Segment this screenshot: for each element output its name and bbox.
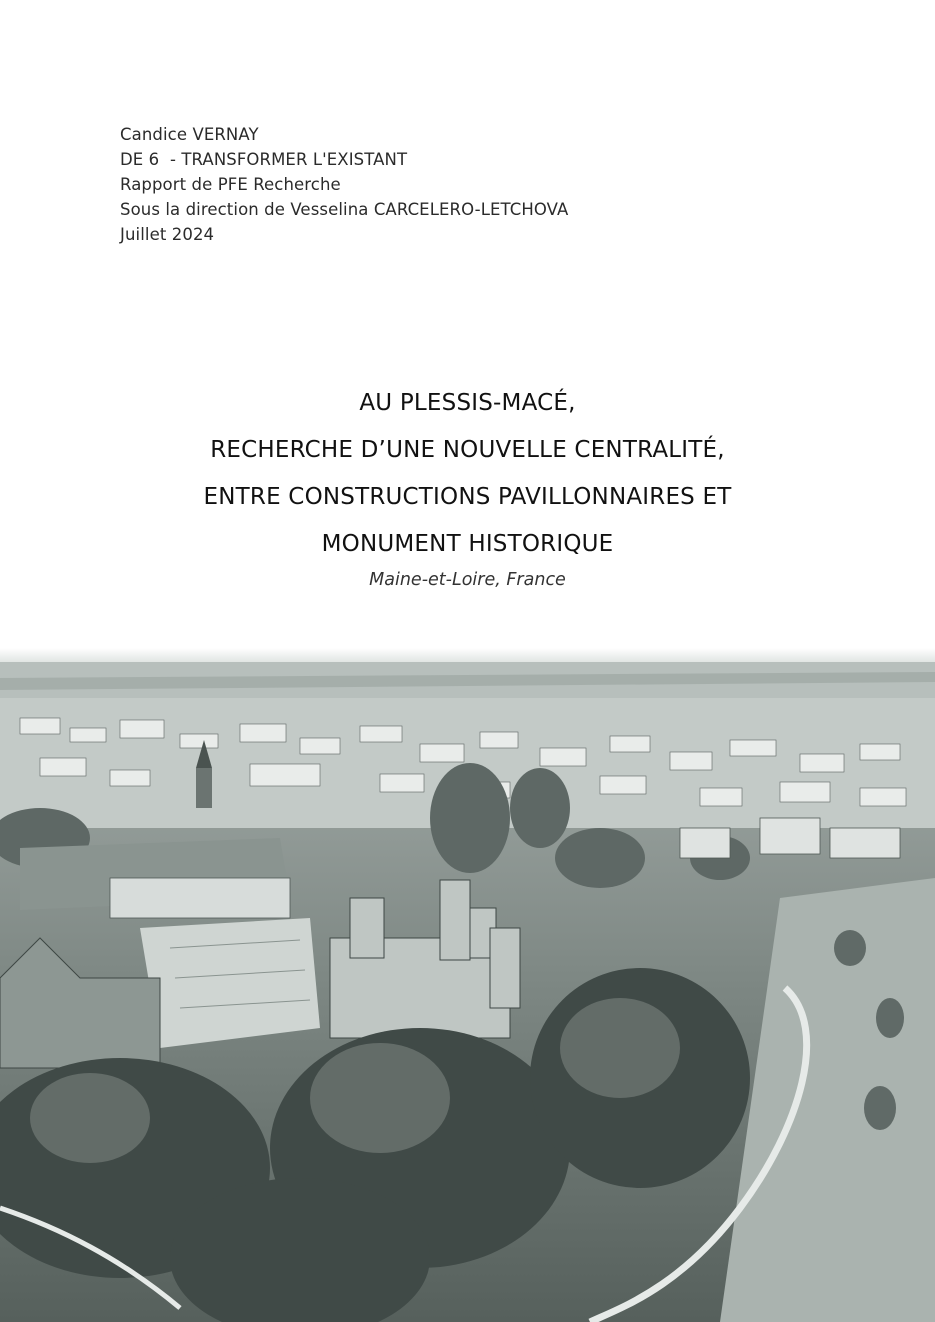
author-first-name: Candice xyxy=(120,125,188,144)
title-line-1: AU PLESSIS-MACÉ, xyxy=(359,390,576,416)
report-type-line: Rapport de PFE Recherche xyxy=(120,175,341,194)
aerial-photo xyxy=(0,648,935,1322)
aerial-photo-illustration xyxy=(0,648,935,1322)
supervisor-line: Sous la direction de Vesselina CARCELERO-LETCHOVA xyxy=(120,200,569,219)
title-line-3: ENTRE CONSTRUCTIONS PAVILLONNAIRES ET xyxy=(203,484,732,510)
title-line-2: RECHERCHE D’UNE NOUVELLE CENTRALITÉ, xyxy=(210,437,725,463)
author-line xyxy=(120,122,568,147)
cover-title xyxy=(0,380,935,568)
title-line-4: MONUMENT HISTORIQUE xyxy=(321,531,614,557)
cover-meta xyxy=(120,122,568,247)
author-last-name: VERNAY xyxy=(192,125,259,144)
cover-subtitle: Maine-et-Loire, France xyxy=(369,570,566,590)
program-line: DE 6 - TRANSFORMER L'EXISTANT xyxy=(120,150,408,169)
date-line: Juillet 2024 xyxy=(120,225,215,244)
